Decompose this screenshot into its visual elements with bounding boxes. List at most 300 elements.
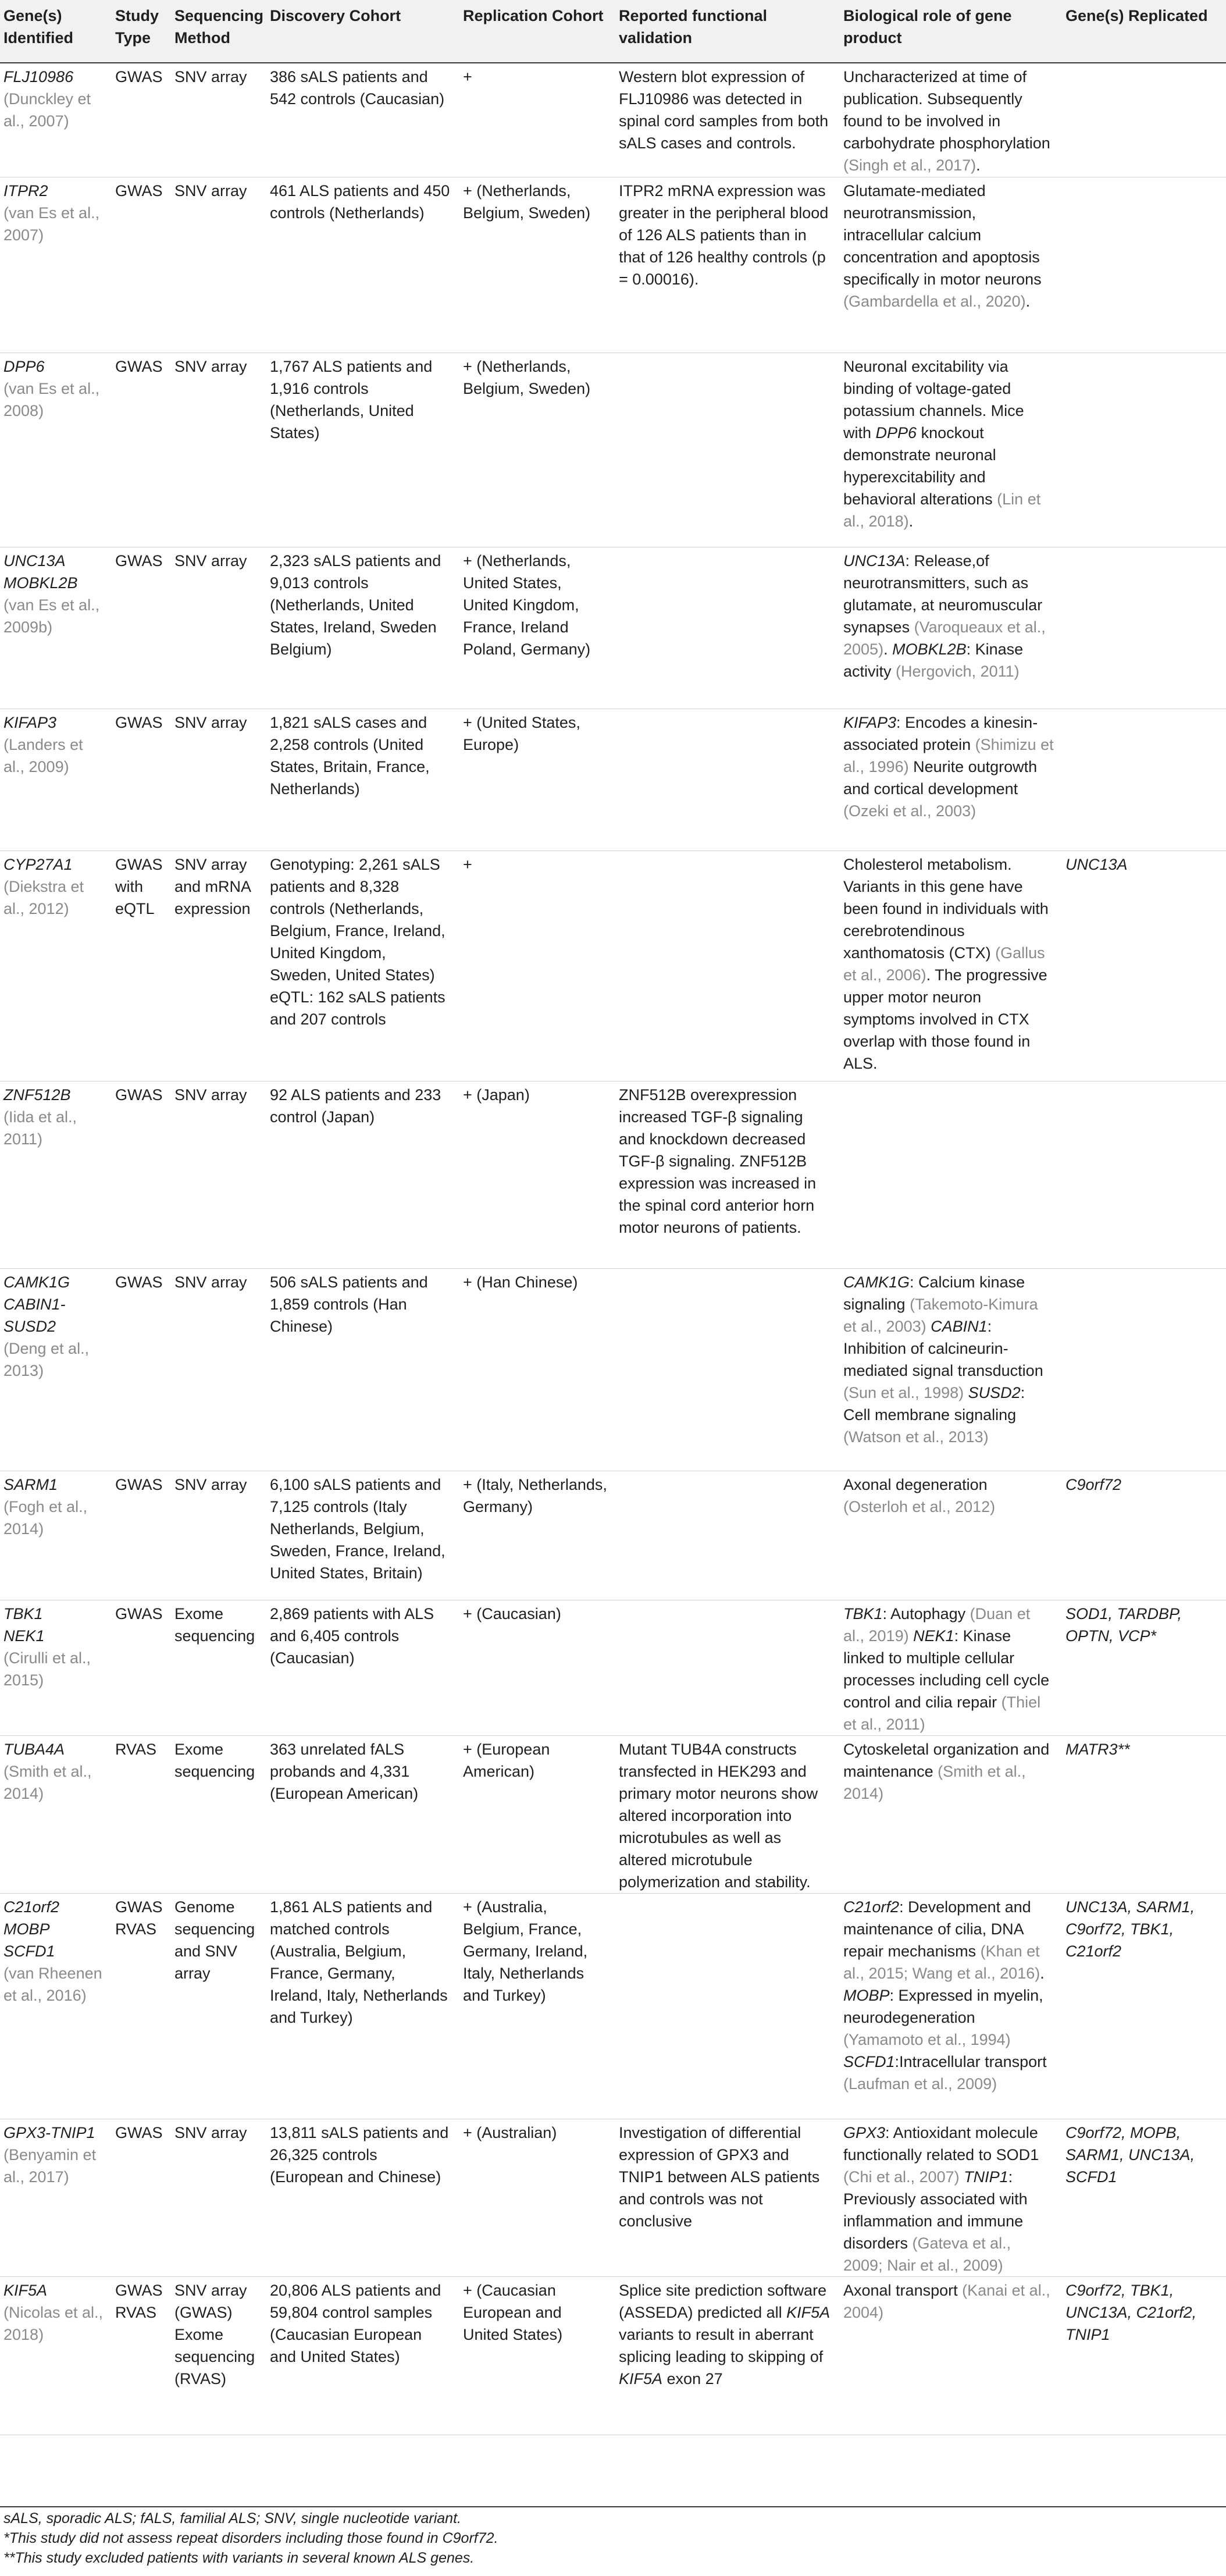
citation-link[interactable]: (Osterloh et al., 2012) <box>843 1497 996 1515</box>
header-functional-validation: Reported functional validation <box>613 0 837 63</box>
citation-link[interactable]: (van Es et al., 2007) <box>3 204 100 244</box>
gene-name: DPP6 <box>3 357 45 375</box>
cell-functional-validation <box>613 1081 837 1268</box>
gene-name: GPX3 <box>843 2123 886 2141</box>
gene-name: MATR3** <box>1065 1740 1130 1758</box>
cell-gene-replicated <box>1060 1893 1226 2119</box>
cell-functional-validation <box>613 353 837 547</box>
table-row <box>0 1081 1226 1268</box>
cell-study-type <box>109 177 169 353</box>
gene-name: MOBKL2B <box>892 640 967 658</box>
cell-gene-replicated <box>1060 851 1226 1081</box>
cell-gene-replicated <box>1060 353 1226 547</box>
table-row <box>0 1735 1226 1893</box>
cell-study-type <box>109 1893 169 2119</box>
cell-text: : Antioxidant molecule functionally related to SOD1 <box>843 2123 1039 2164</box>
cell-functional-validation <box>613 547 837 709</box>
header-sequencing-method: Sequencing Method <box>169 0 264 63</box>
cell-replication-cohort <box>457 2276 613 2435</box>
gene-name: CYP27A1 <box>3 855 73 873</box>
gene-name: UNC13A <box>1065 855 1128 873</box>
cell-gene-replicated <box>1060 547 1226 709</box>
cell-sequencing-method <box>169 2119 264 2276</box>
cell-text: GWAS <box>115 68 163 86</box>
cell-sequencing-method <box>169 1268 264 1471</box>
cell-text: Mutant TUB4A constructs transfected in HEK293 and primary motor neurons show altered incorporation into microtubules as well as altered microtubule polymerization and stability. <box>619 1740 818 1891</box>
cell-text: SNV array <box>174 357 247 375</box>
cell-sequencing-method <box>169 1471 264 1600</box>
cell-replication-cohort <box>457 1081 613 1268</box>
cell-text: + (Netherlands, United States, United Kingdom, France, Ireland Poland, Germany) <box>463 552 591 658</box>
table-row <box>0 1893 1226 2119</box>
cell-text: GWAS <box>115 713 163 731</box>
cell-functional-validation <box>613 1735 837 1893</box>
cell-text: Genotyping: 2,261 sALS patients and 8,328 controls (Netherlands, Belgium, France, Ireland, United Kingdom, Sweden, United States) eQTL: 162 sALS patients and 207 controls <box>270 855 446 1028</box>
cell-gene-identified <box>0 63 109 177</box>
header-study-type: Study Type <box>109 0 169 63</box>
cell-study-type <box>109 709 169 851</box>
gene-name: C21orf2 <box>3 1898 60 1916</box>
cell-text: Glutamate-mediated neurotransmission, intracellular calcium concentration and apoptosis specifically in motor neurons <box>843 182 1042 288</box>
cell-text: Uncharacterized at time of publication. Subsequently found to be involved in carbohydrate phosphorylation <box>843 68 1050 152</box>
cell-replication-cohort <box>457 709 613 851</box>
citation-link[interactable]: (Khan et al., 2015; Wang et al., 2016) <box>843 1942 1040 1982</box>
cell-gene-identified <box>0 547 109 709</box>
table-row <box>0 2119 1226 2276</box>
cell-gene-replicated <box>1060 1081 1226 1268</box>
cell-gene-replicated <box>1060 177 1226 353</box>
gene-name: TNIP1 <box>964 2168 1008 2186</box>
gene-name: UNC13A <box>843 552 906 570</box>
cell-sequencing-method <box>169 547 264 709</box>
cell-text: : Expressed in myelin, neurodegeneration <box>843 1986 1043 2026</box>
gene-name: CAMK1G <box>843 1273 910 1291</box>
gene-name: GPX3-TNIP1 <box>3 2123 95 2141</box>
cell-biological-role <box>837 63 1060 177</box>
cell-text: 1,767 ALS patients and 1,916 controls (Netherlands, United States) <box>270 357 433 442</box>
gene-name: TBK1 <box>843 1604 883 1623</box>
cell-gene-replicated <box>1060 63 1226 177</box>
cell-text <box>926 1318 931 1335</box>
cell-biological-role <box>837 1600 1060 1735</box>
cell-text: 363 unrelated fALS probands and 4,331 (European American) <box>270 1740 419 1802</box>
cell-text: Genome sequencing and SNV array <box>174 1898 255 1982</box>
cell-text: 2,323 sALS patients and 9,013 controls (Netherlands, United States, Ireland, Sweden Belgium) <box>270 552 441 658</box>
gene-name: MOBP <box>843 1986 890 2004</box>
gene-name: UNC13A <box>3 552 66 570</box>
cell-text: + <box>463 855 472 873</box>
table-row <box>0 177 1226 353</box>
cell-text: 1,821 sALS cases and 2,258 controls (United States, Britain, France, Netherlands) <box>270 713 430 798</box>
header-discovery-cohort: Discovery Cohort <box>264 0 457 63</box>
cell-text: GWAS <box>115 1086 163 1104</box>
cell-text: 6,100 sALS patients and 7,125 controls (Italy Netherlands, Belgium, Sweden, France, Ireland, United States, Britain) <box>270 1475 446 1582</box>
table-header-row <box>0 0 1226 63</box>
gene-name: SOD1, TARDBP, OPTN, VCP* <box>1065 1604 1182 1645</box>
cell-text: SNV array <box>174 182 247 200</box>
table-row <box>0 851 1226 1081</box>
gene-name: C9orf72, MOPB, SARM1, UNC13A, SCFD1 <box>1065 2123 1195 2186</box>
cell-biological-role <box>837 1268 1060 1471</box>
citation-link[interactable]: (van Es et al., 2008) <box>3 379 100 419</box>
cell-sequencing-method <box>169 1735 264 1893</box>
cell-text: SNV array <box>174 2123 247 2141</box>
citation-link[interactable]: (Diekstra et al., 2012) <box>3 877 84 917</box>
citation-link[interactable]: (Smith et al., 2014) <box>3 1762 92 1802</box>
cell-study-type <box>109 1081 169 1268</box>
citation-link[interactable]: (Duan et al., 2019) <box>843 1604 1031 1645</box>
cell-text: : Kinase activity <box>843 640 1024 680</box>
cell-biological-role <box>837 547 1060 709</box>
cell-text: GWAS with eQTL <box>115 855 163 917</box>
footnote-single-asterisk: *This study did not assess repeat disorders including those found in C9orf72. <box>3 2530 498 2546</box>
cell-text: 2,869 patients with ALS and 6,405 controls (Caucasian) <box>270 1604 434 1667</box>
gene-name: TBK1 <box>3 1604 43 1623</box>
header-gene-replicated: Gene(s) Replicated <box>1060 0 1226 63</box>
citation-link[interactable]: (Laufman et al., 2009) <box>843 2075 997 2093</box>
citation-link[interactable]: (Yamamoto et al., 1994) <box>843 2030 1011 2048</box>
citation-link[interactable]: (Hergovich, 2011) <box>896 662 1020 680</box>
cell-sequencing-method <box>169 1893 264 2119</box>
citation-link[interactable]: (Ozeki et al., 2003) <box>843 802 976 820</box>
cell-study-type <box>109 2119 169 2276</box>
citation-link[interactable]: (Nicolas et al., 2018) <box>3 2303 104 2343</box>
cell-text: + (Netherlands, Belgium, Sweden) <box>463 182 591 222</box>
cell-text: 1,861 ALS patients and matched controls (Australia, Belgium, France, Germany, Ireland, Italy, Netherlands and Turkey) <box>270 1898 448 2026</box>
cell-text: : Cell membrane signaling <box>843 1383 1025 1424</box>
citation-link[interactable]: (Kanai et al., 2004) <box>843 2281 1050 2321</box>
cell-text: Axonal degeneration <box>843 1475 988 1493</box>
cell-text: GWAS <box>115 1604 163 1623</box>
header-gene-identified: Gene(s) Identified <box>0 0 109 63</box>
cell-study-type <box>109 1471 169 1600</box>
cell-study-type <box>109 353 169 547</box>
cell-replication-cohort <box>457 1268 613 1471</box>
footnote-abbreviations: sALS, sporadic ALS; fALS, familial ALS; SNV, single nucleotide variant. <box>3 2510 461 2527</box>
cell-text: 20,806 ALS patients and 59,804 control samples (Caucasian European and United States) <box>270 2281 441 2365</box>
cell-text: GWAS <box>115 1475 163 1493</box>
cell-discovery-cohort <box>264 547 457 709</box>
cell-functional-validation <box>613 63 837 177</box>
cell-text: SNV array <box>174 1475 247 1493</box>
table-row <box>0 353 1226 547</box>
cell-text: GWAS <box>115 357 163 375</box>
gene-name: KIF5A <box>786 2303 831 2321</box>
cell-study-type <box>109 1735 169 1893</box>
cell-text: 92 ALS patients and 233 control (Japan) <box>270 1086 441 1126</box>
cell-gene-identified <box>0 353 109 547</box>
cell-gene-identified <box>0 1471 109 1600</box>
gene-name: SCFD1 <box>843 2052 895 2070</box>
cell-text: : Previously associated with inflammation and immune disorders <box>843 2168 1028 2252</box>
cell-discovery-cohort <box>264 63 457 177</box>
cell-text: + (United States, Europe) <box>463 713 580 753</box>
citation-link[interactable]: (Takemoto-Kimura et al., 2003) <box>843 1295 1038 1335</box>
cell-gene-replicated <box>1060 1268 1226 1471</box>
gene-name: ITPR2 <box>3 182 48 200</box>
cell-sequencing-method <box>169 63 264 177</box>
citation-link[interactable]: (Gambardella et al., 2020) <box>843 292 1026 310</box>
cell-text: Splice site prediction software (ASSEDA) predicted all <box>619 2281 827 2321</box>
cell-text: GWAS RVAS <box>115 1898 163 1938</box>
cell-text: Investigation of differential expression of GPX3 and TNIP1 between ALS patients and controls was not conclusive <box>619 2123 820 2230</box>
cell-discovery-cohort <box>264 1471 457 1600</box>
citation-link[interactable]: (Singh et al., 2017) <box>843 156 976 174</box>
cell-biological-role <box>837 1081 1060 1268</box>
cell-discovery-cohort <box>264 1893 457 2119</box>
cell-text: . <box>908 512 914 530</box>
footnote-double-asterisk: **This study excluded patients with variants in several known ALS genes. <box>3 2550 475 2566</box>
cell-text: Cytoskeletal organization and maintenance <box>843 1740 1050 1780</box>
cell-sequencing-method <box>169 709 264 851</box>
cell-text: Cholesterol metabolism. Variants in this gene have been found in individuals with cerebrotendinous xanthomatosis (CTX) <box>843 855 1049 962</box>
gene-name: MOBKL2B <box>3 574 78 592</box>
cell-text: : Release,of neurotransmitters, such as glutamate, at neuromuscular synapses <box>843 552 1043 636</box>
cell-text: exon 27 <box>662 2369 723 2388</box>
table-row <box>0 547 1226 709</box>
cell-replication-cohort <box>457 1735 613 1893</box>
cell-replication-cohort <box>457 547 613 709</box>
cell-discovery-cohort <box>264 1600 457 1735</box>
cell-gene-replicated <box>1060 2119 1226 2276</box>
gene-name: C9orf72, TBK1, UNC13A, C21orf2, TNIP1 <box>1065 2281 1197 2343</box>
gene-name: MOBP <box>3 1920 50 1938</box>
cell-text: + (Australia, Belgium, France, Germany, Ireland, Italy, Netherlands and Turkey) <box>463 1898 588 2004</box>
cell-text: + (Italy, Netherlands, Germany) <box>463 1475 607 1515</box>
citation-link[interactable]: (Gallus et al., 2006) <box>843 944 1045 984</box>
citation-link[interactable]: (Varoqueaux et al., 2005) <box>843 618 1046 658</box>
cell-functional-validation <box>613 2276 837 2435</box>
citation-link[interactable]: (Benyamin et al., 2017) <box>3 2146 97 2186</box>
cell-discovery-cohort <box>264 2119 457 2276</box>
cell-replication-cohort <box>457 1600 613 1735</box>
cell-text: : Inhibition of calcineurin-mediated signal transduction <box>843 1317 1043 1379</box>
gene-name: C21orf2 <box>843 1898 900 1916</box>
cell-text: GWAS RVAS <box>115 2281 163 2321</box>
gene-name: KIF5A <box>3 2281 48 2299</box>
cell-discovery-cohort <box>264 1735 457 1893</box>
cell-text: :Intracellular transport <box>894 2052 1047 2070</box>
gene-name: CABIN1 <box>931 1317 988 1335</box>
gene-name: CABIN1-SUSD2 <box>3 1295 66 1335</box>
cell-text: SNV array <box>174 1273 247 1291</box>
cell-replication-cohort <box>457 1471 613 1600</box>
cell-study-type <box>109 1268 169 1471</box>
cell-biological-role <box>837 1471 1060 1600</box>
citation-link[interactable]: (Iida et al., 2011) <box>3 1108 77 1148</box>
cell-gene-identified <box>0 1893 109 2119</box>
cell-text: : Autophagy <box>882 1604 970 1623</box>
cell-text: + (Han Chinese) <box>463 1273 578 1291</box>
gene-name: SCFD1 <box>3 1942 55 1960</box>
citation-link[interactable]: (Gateva et al., 2009; Nair et al., 2009) <box>843 2234 1011 2274</box>
cell-replication-cohort <box>457 63 613 177</box>
header-replication-cohort: Replication Cohort <box>457 0 613 63</box>
cell-text: + <box>463 68 472 86</box>
cell-biological-role <box>837 353 1060 547</box>
cell-text <box>960 2168 964 2186</box>
gene-name: CAMK1G <box>3 1273 70 1291</box>
cell-text: . The progressive upper motor neuron symptoms involved in CTX overlap with those found in ALS. <box>843 966 1047 1072</box>
cell-text: + (Netherlands, Belgium, Sweden) <box>463 357 591 397</box>
cell-sequencing-method <box>169 353 264 547</box>
cell-text: : Kinase linked to multiple cellular processes including cell cycle control and cilia repair <box>843 1627 1050 1711</box>
table-row <box>0 1471 1226 1600</box>
cell-functional-validation <box>613 1893 837 2119</box>
cell-text: SNV array and mRNA expression <box>174 855 251 917</box>
cell-replication-cohort <box>457 353 613 547</box>
cell-text: GWAS <box>115 2123 163 2141</box>
cell-text: GWAS <box>115 182 163 200</box>
cell-biological-role <box>837 1893 1060 2119</box>
gene-name: C9orf72 <box>1065 1475 1122 1493</box>
gene-name: DPP6 <box>875 424 917 442</box>
cell-text: : Calcium kinase signaling <box>843 1273 1025 1313</box>
cell-text: SNV array <box>174 713 247 731</box>
cell-functional-validation <box>613 1268 837 1471</box>
cell-gene-replicated <box>1060 1600 1226 1735</box>
gene-name: UNC13A, SARM1, C9orf72, TBK1, C21orf2 <box>1065 1898 1195 1960</box>
table-row <box>0 2276 1226 2435</box>
cell-text: Exome sequencing <box>174 1740 255 1780</box>
cell-text: Axonal transport <box>843 2281 963 2299</box>
gene-name: KIFAP3 <box>3 713 57 731</box>
cell-text: Neuronal excitability via binding of voltage-gated potassium channels. Mice with <box>843 357 1024 442</box>
gene-name: SARM1 <box>3 1475 58 1493</box>
citation-link[interactable]: (Cirulli et al., 2015) <box>3 1649 91 1689</box>
citation-link[interactable]: (Deng et al., 2013) <box>3 1339 90 1379</box>
citation-link[interactable]: (Chi et al., 2007) <box>843 2168 960 2186</box>
cell-gene-identified <box>0 1600 109 1735</box>
cell-gene-replicated <box>1060 1735 1226 1893</box>
cell-gene-identified <box>0 1081 109 1268</box>
cell-text: GWAS <box>115 1273 163 1291</box>
cell-replication-cohort <box>457 177 613 353</box>
citation-link[interactable]: (van Rheenen et al., 2016) <box>3 1964 102 2004</box>
cell-functional-validation <box>613 2119 837 2276</box>
cell-discovery-cohort <box>264 851 457 1081</box>
cell-study-type <box>109 851 169 1081</box>
citation-link[interactable]: (Landers et al., 2009) <box>3 735 83 775</box>
citation-link[interactable]: (Fogh et al., 2014) <box>3 1497 88 1538</box>
gene-name: NEK1 <box>913 1627 954 1645</box>
cell-text: : Encodes a kinesin-associated protein <box>843 713 1038 753</box>
cell-study-type <box>109 63 169 177</box>
cell-text <box>964 1384 968 1401</box>
cell-study-type <box>109 547 169 709</box>
cell-text: 13,811 sALS patients and 26,325 controls (European and Chinese) <box>270 2123 449 2186</box>
cell-text: + (Caucasian) <box>463 1604 561 1623</box>
gene-name: SUSD2 <box>968 1383 1021 1401</box>
cell-text: ZNF512B overexpression increased TGF-β signaling and knockdown decreased TGF-β signaling. ZNF512B expression was increased in the spinal cord anterior horn motor neurons of patients. <box>619 1086 817 1236</box>
cell-replication-cohort <box>457 2119 613 2276</box>
footnote-divider <box>0 2506 1226 2507</box>
cell-text: : Development and maintenance of cilia, DNA repair mechanisms <box>843 1898 1031 1960</box>
cell-text: . <box>1025 292 1031 310</box>
cell-biological-role <box>837 1735 1060 1893</box>
table-row <box>0 709 1226 851</box>
cell-sequencing-method <box>169 851 264 1081</box>
cell-text: Exome sequencing <box>174 1604 255 1645</box>
cell-text: + (Australian) <box>463 2123 557 2141</box>
citation-link[interactable]: (Thiel et al., 2011) <box>843 1693 1041 1733</box>
cell-gene-replicated <box>1060 709 1226 851</box>
cell-discovery-cohort <box>264 709 457 851</box>
citation-link[interactable]: (Smith et al., 2014) <box>843 1762 1026 1802</box>
cell-text: + (Japan) <box>463 1086 530 1104</box>
cell-functional-validation <box>613 1471 837 1600</box>
gene-name: NEK1 <box>3 1627 45 1645</box>
cell-biological-role <box>837 2119 1060 2276</box>
gene-name: KIF5A <box>619 2369 663 2388</box>
cell-gene-identified <box>0 1268 109 1471</box>
citation-link[interactable]: (Watson et al., 2013) <box>843 1428 989 1446</box>
citation-link[interactable]: (Shimizu et al., 1996) <box>843 735 1054 775</box>
cell-text: SNV array <box>174 68 247 86</box>
table-row <box>0 1268 1226 1471</box>
cell-text: SNV array <box>174 1086 247 1104</box>
cell-text <box>909 1627 914 1645</box>
gene-name: ZNF512B <box>3 1086 71 1104</box>
cell-gene-identified <box>0 851 109 1081</box>
cell-text: . <box>883 640 893 658</box>
cell-functional-validation <box>613 709 837 851</box>
cell-sequencing-method <box>169 1081 264 1268</box>
cell-functional-validation <box>613 1600 837 1735</box>
gene-name: KIFAP3 <box>843 713 897 731</box>
cell-replication-cohort <box>457 1893 613 2119</box>
cell-text: 386 sALS patients and 542 controls (Caucasian) <box>270 68 445 108</box>
table-row <box>0 63 1226 177</box>
citation-link[interactable]: (Lin et al., 2018) <box>843 490 1041 530</box>
table-body <box>0 63 1226 2435</box>
cell-discovery-cohort <box>264 1081 457 1268</box>
cell-biological-role <box>837 851 1060 1081</box>
cell-text: SNV array (GWAS) Exome sequencing (RVAS) <box>174 2281 255 2388</box>
cell-text: RVAS <box>115 1740 157 1758</box>
cell-biological-role <box>837 709 1060 851</box>
citation-link[interactable]: (van Es et al., 2009b) <box>3 596 100 636</box>
cell-gene-replicated <box>1060 1471 1226 1600</box>
cell-text: + (European American) <box>463 1740 550 1780</box>
cell-discovery-cohort <box>264 177 457 353</box>
header-biological-role: Biological role of gene product <box>837 0 1060 63</box>
cell-study-type <box>109 1600 169 1735</box>
cell-biological-role <box>837 177 1060 353</box>
cell-text: . <box>976 156 981 174</box>
cell-text: GWAS <box>115 552 163 570</box>
cell-text: + (Caucasian European and United States) <box>463 2281 563 2343</box>
citation-link[interactable]: (Dunckley et al., 2007) <box>3 90 91 130</box>
cell-sequencing-method <box>169 1600 264 1735</box>
cell-text: variants to result in aberrant splicing leading to skipping of <box>619 2325 824 2365</box>
cell-study-type <box>109 2276 169 2435</box>
cell-text: . <box>1040 1964 1045 1982</box>
cell-text: Neurite outgrowth and cortical development <box>843 757 1038 798</box>
cell-gene-identified <box>0 2119 109 2276</box>
citation-link[interactable]: (Sun et al., 1998) <box>843 1383 964 1401</box>
cell-sequencing-method <box>169 2276 264 2435</box>
cell-text: knockout demonstrate neuronal hyperexcitability and behavioral alterations <box>843 424 997 508</box>
cell-functional-validation <box>613 851 837 1081</box>
gene-name: TUBA4A <box>3 1740 65 1758</box>
cell-functional-validation <box>613 177 837 353</box>
cell-discovery-cohort <box>264 1268 457 1471</box>
gene-name: FLJ10986 <box>3 68 74 86</box>
cell-text: 461 ALS patients and 450 controls (Netherlands) <box>270 182 450 222</box>
cell-text: 506 sALS patients and 1,859 controls (Han Chinese) <box>270 1273 428 1335</box>
cell-gene-identified <box>0 2276 109 2435</box>
